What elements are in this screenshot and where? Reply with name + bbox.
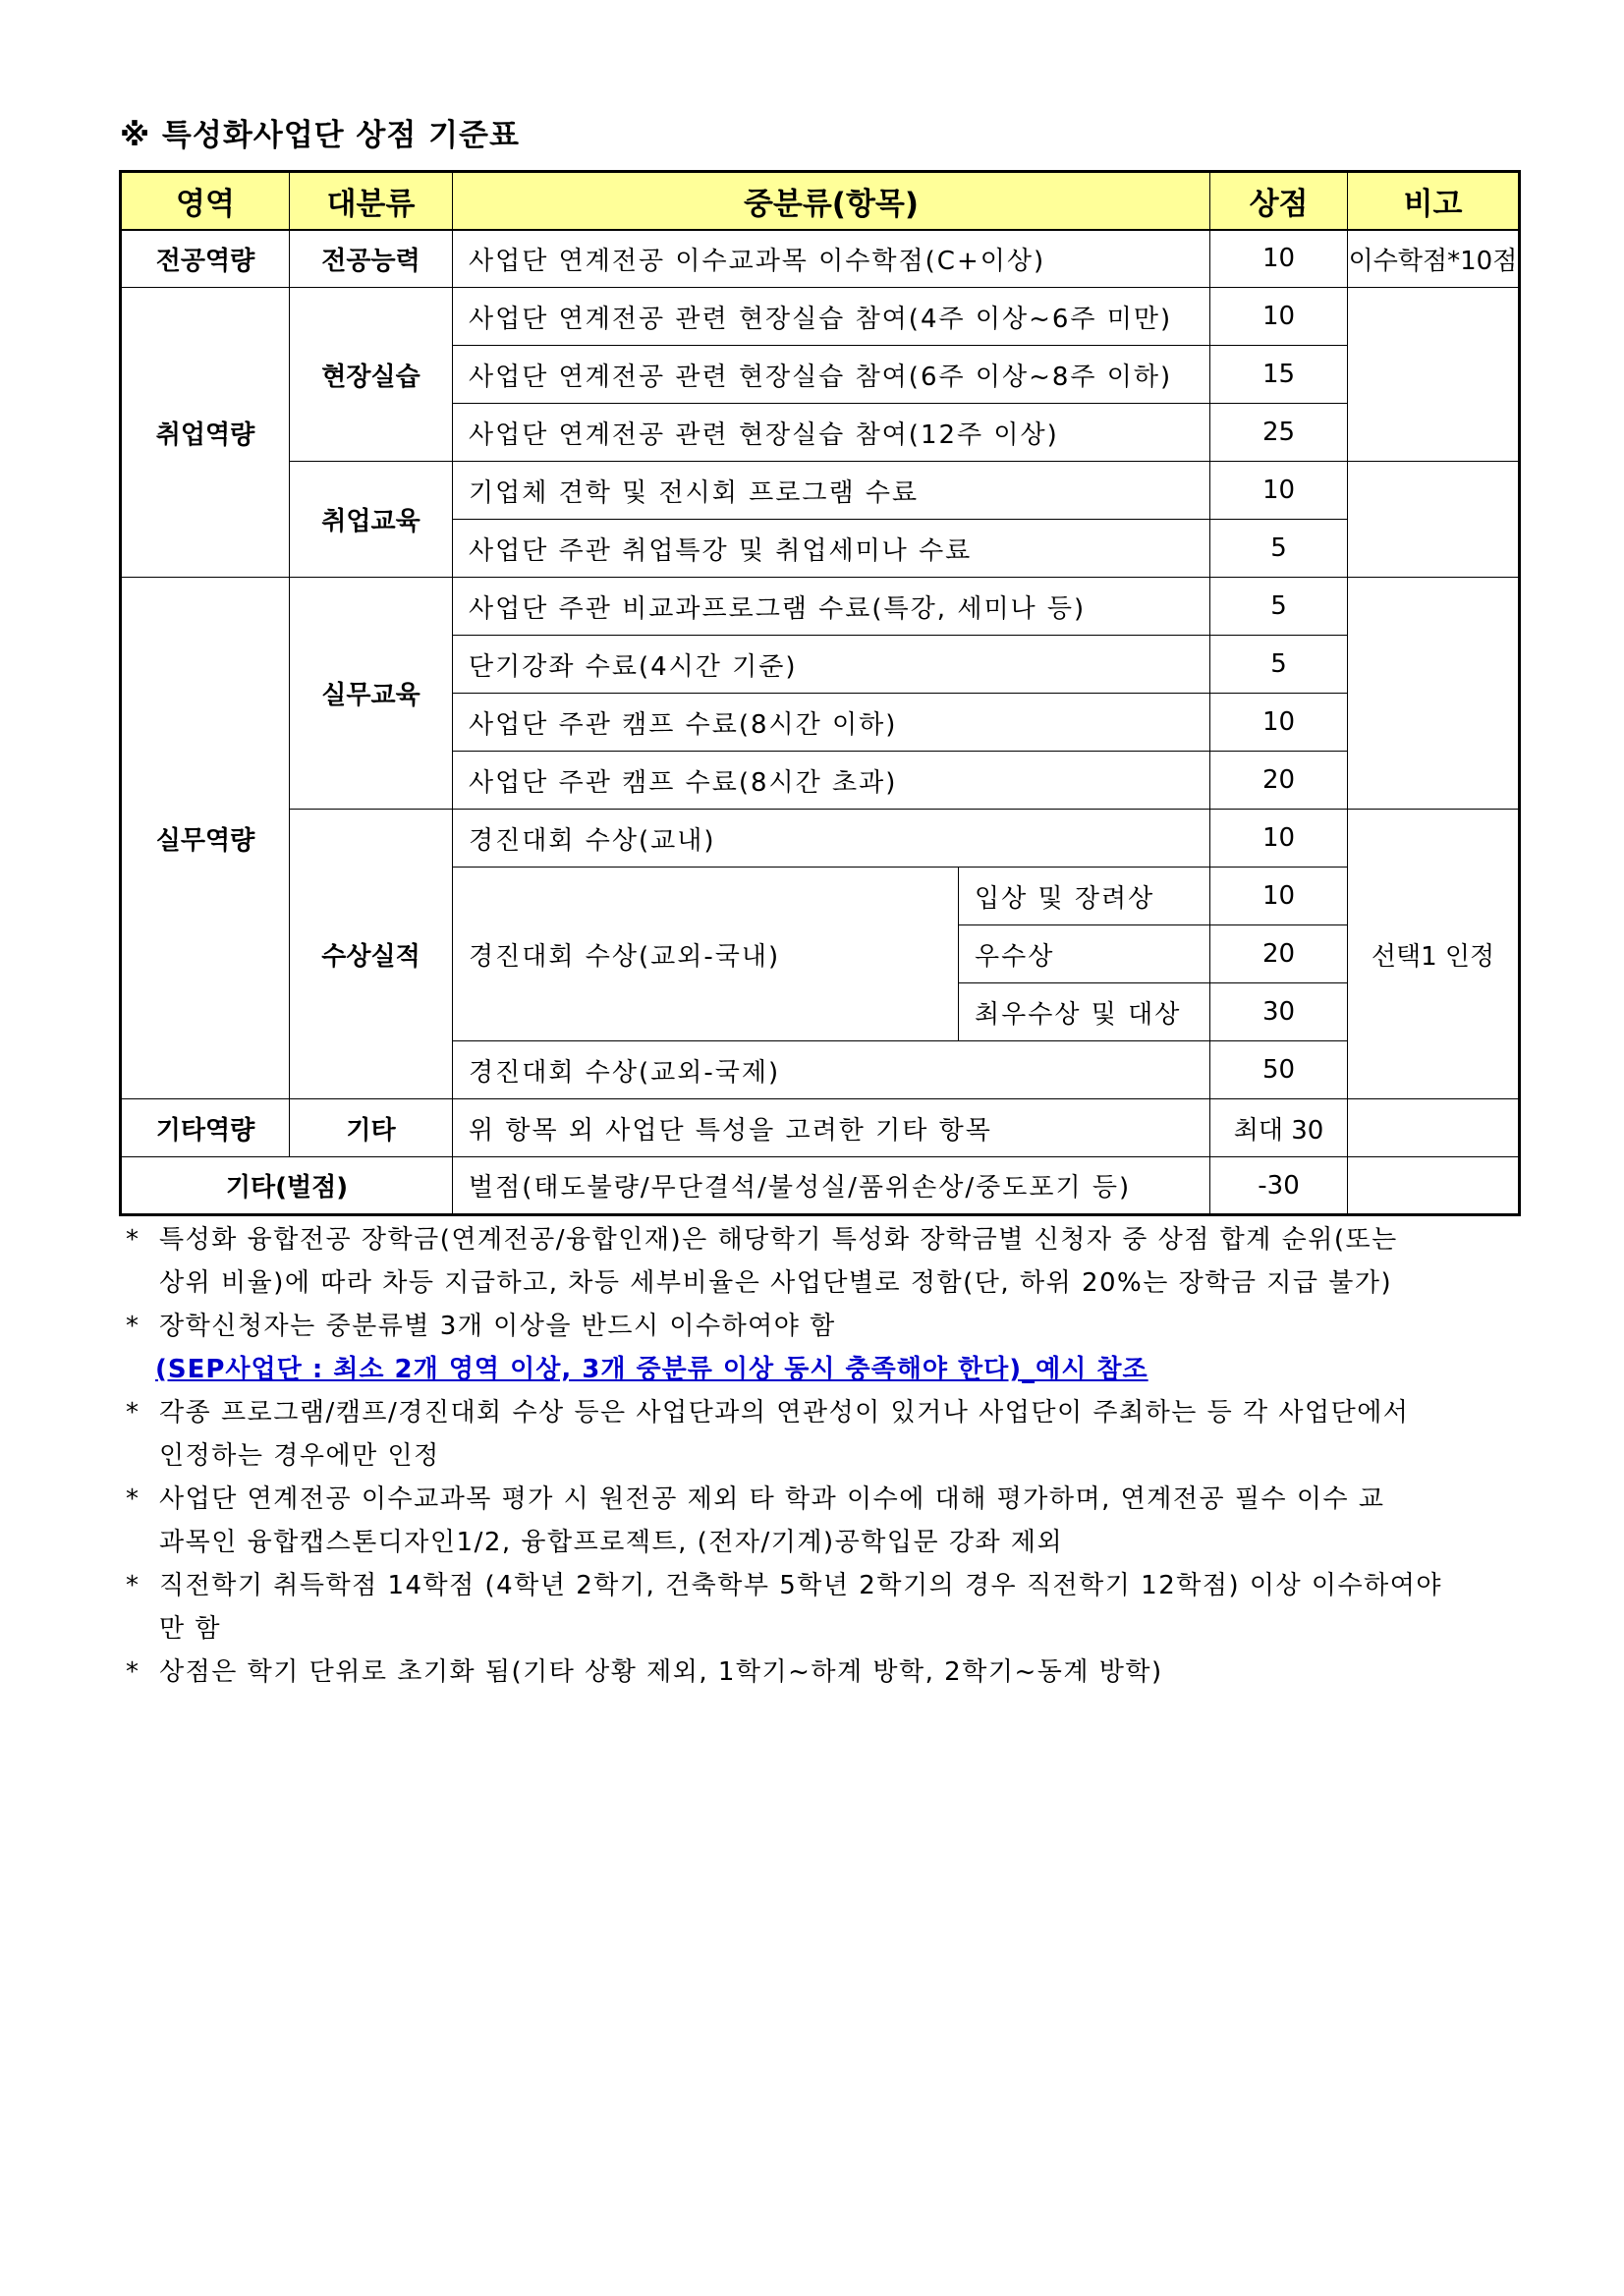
score-cell: 10 <box>1210 230 1348 288</box>
note-cell: 선택1 인정 <box>1348 810 1520 1099</box>
item-cell: 기업체 견학 및 전시회 프로그램 수료 <box>453 462 1210 520</box>
note-item <box>126 1564 1521 1607</box>
note-item <box>126 1218 1521 1261</box>
header-area: 영역 <box>121 172 290 230</box>
score-cell: 15 <box>1210 346 1348 404</box>
score-cell: 10 <box>1210 462 1348 520</box>
note-cell <box>1348 1099 1520 1157</box>
note-cell <box>1348 1157 1520 1215</box>
score-cell: 10 <box>1210 288 1348 346</box>
score-cell: 20 <box>1210 752 1348 810</box>
note-text: 장학신청자는 중분류별 3개 이상을 반드시 이수하여야 함 <box>159 1312 836 1341</box>
score-cell: -30 <box>1210 1157 1348 1215</box>
sub-item-cell: 우수상 <box>959 925 1210 983</box>
score-cell: 50 <box>1210 1041 1348 1099</box>
sub-item-cell: 최우수상 및 대상 <box>959 983 1210 1041</box>
note-text-continued: 상위 비율)에 따라 차등 지급하고, 차등 세부비율은 사업단별로 정함(단, 하위 20%는 장학금 지급 불가) <box>159 1268 1393 1298</box>
score-cell: 10 <box>1210 694 1348 752</box>
table-row <box>121 288 1520 346</box>
table-row <box>121 810 1520 868</box>
notes-section <box>126 1218 1521 1694</box>
item-cell: 사업단 연계전공 관련 현장실습 참여(6주 이상~8주 이하) <box>453 346 1210 404</box>
table-row <box>121 1157 1520 1215</box>
category-cell: 취업교육 <box>290 462 453 578</box>
item-cell: 경진대회 수상(교내) <box>453 810 1210 868</box>
example-reference-link[interactable]: (SEP사업단 : 최소 2개 영역 이상, 3개 중분류 이상 동시 충족해야 한다)_예시 참조 <box>155 1355 1148 1384</box>
note-text: 특성화 융합전공 장학금(연계전공/융합인재)은 해당학기 특성화 장학금별 신청자 중 상점 합계 순위(또는 <box>159 1225 1398 1255</box>
bullet-star-icon: * <box>126 1312 140 1341</box>
note-text-continued: 과목인 융합캡스톤디자인1/2, 융합프로젝트, (전자/기계)공학입문 강좌 제외 <box>159 1528 1064 1557</box>
bullet-star-icon: * <box>126 1225 140 1255</box>
bullet-star-icon: * <box>126 1657 140 1687</box>
area-cell: 기타(벌점) <box>121 1157 453 1215</box>
score-cell: 5 <box>1210 578 1348 636</box>
bullet-star-icon: * <box>126 1484 140 1514</box>
note-item <box>126 1391 1521 1434</box>
note-cell <box>1348 288 1520 462</box>
score-cell: 30 <box>1210 983 1348 1041</box>
score-cell: 20 <box>1210 925 1348 983</box>
score-cell: 10 <box>1210 810 1348 868</box>
note-text: 각종 프로그램/캠프/경진대회 수상 등은 사업단과의 연관성이 있거나 사업단이 주최하는 등 각 사업단에서 <box>159 1398 1410 1428</box>
note-text: 직전학기 취득학점 14학점 (4학년 2학기, 건축학부 5학년 2학기의 경우 직전학기 12학점) 이상 이수하여야 <box>159 1571 1442 1600</box>
item-cell: 경진대회 수상(교외-국내) <box>453 868 959 1041</box>
score-cell: 최대 30 <box>1210 1099 1348 1157</box>
score-criteria-table <box>119 170 1521 1216</box>
area-cell: 전공역량 <box>121 230 290 288</box>
table-row <box>121 230 1520 288</box>
note-item <box>126 1478 1521 1521</box>
item-cell: 사업단 연계전공 관련 현장실습 참여(12주 이상) <box>453 404 1210 462</box>
category-cell: 기타 <box>290 1099 453 1157</box>
category-cell: 실무교육 <box>290 578 453 810</box>
note-item <box>126 1651 1521 1694</box>
note-cell <box>1348 462 1520 578</box>
item-cell: 사업단 주관 캠프 수료(8시간 이하) <box>453 694 1210 752</box>
item-cell: 사업단 주관 비교과프로그램 수료(특강, 세미나 등) <box>453 578 1210 636</box>
item-cell: 경진대회 수상(교외-국제) <box>453 1041 1210 1099</box>
category-cell: 현장실습 <box>290 288 453 462</box>
bullet-star-icon: * <box>126 1571 140 1600</box>
note-item <box>126 1305 1521 1348</box>
note-text: 사업단 연계전공 이수교과목 평가 시 원전공 제외 타 학과 이수에 대해 평가하며, 연계전공 필수 이수 교 <box>159 1484 1385 1514</box>
page-title: ※ 특성화사업단 상점 기준표 <box>120 118 520 153</box>
note-text-continued: 만 함 <box>159 1614 221 1644</box>
header-category: 대분류 <box>290 172 453 230</box>
table-header-row <box>121 172 1520 230</box>
item-cell: 사업단 연계전공 관련 현장실습 참여(4주 이상~6주 미만) <box>453 288 1210 346</box>
category-cell: 전공능력 <box>290 230 453 288</box>
header-score: 상점 <box>1210 172 1348 230</box>
note-text-continued: 인정하는 경우에만 인정 <box>159 1441 440 1471</box>
item-cell: 단기강좌 수료(4시간 기준) <box>453 636 1210 694</box>
score-cell: 25 <box>1210 404 1348 462</box>
item-cell: 위 항목 외 사업단 특성을 고려한 기타 항목 <box>453 1099 1210 1157</box>
note-cell: 이수학점*10점 <box>1348 230 1520 288</box>
table-row <box>121 462 1520 520</box>
item-cell: 사업단 주관 캠프 수료(8시간 초과) <box>453 752 1210 810</box>
item-cell: 벌점(태도불량/무단결석/불성실/품위손상/중도포기 등) <box>453 1157 1210 1215</box>
item-cell: 사업단 주관 취업특강 및 취업세미나 수료 <box>453 520 1210 578</box>
score-cell: 5 <box>1210 636 1348 694</box>
table-row <box>121 1099 1520 1157</box>
category-cell: 수상실적 <box>290 810 453 1099</box>
sub-item-cell: 입상 및 장려상 <box>959 868 1210 925</box>
area-cell: 실무역량 <box>121 578 290 1099</box>
note-text: 상점은 학기 단위로 초기화 됨(기타 상황 제외, 1학기~하계 방학, 2학기~동계 방학) <box>159 1657 1163 1687</box>
bullet-star-icon: * <box>126 1398 140 1428</box>
area-cell: 기타역량 <box>121 1099 290 1157</box>
table-row <box>121 578 1520 636</box>
note-cell <box>1348 578 1520 810</box>
score-cell: 10 <box>1210 868 1348 925</box>
score-cell: 5 <box>1210 520 1348 578</box>
header-item: 중분류(항목) <box>453 172 1210 230</box>
header-note: 비고 <box>1348 172 1520 230</box>
area-cell: 취업역량 <box>121 288 290 578</box>
item-cell: 사업단 연계전공 이수교과목 이수학점(C+이상) <box>453 230 1210 288</box>
